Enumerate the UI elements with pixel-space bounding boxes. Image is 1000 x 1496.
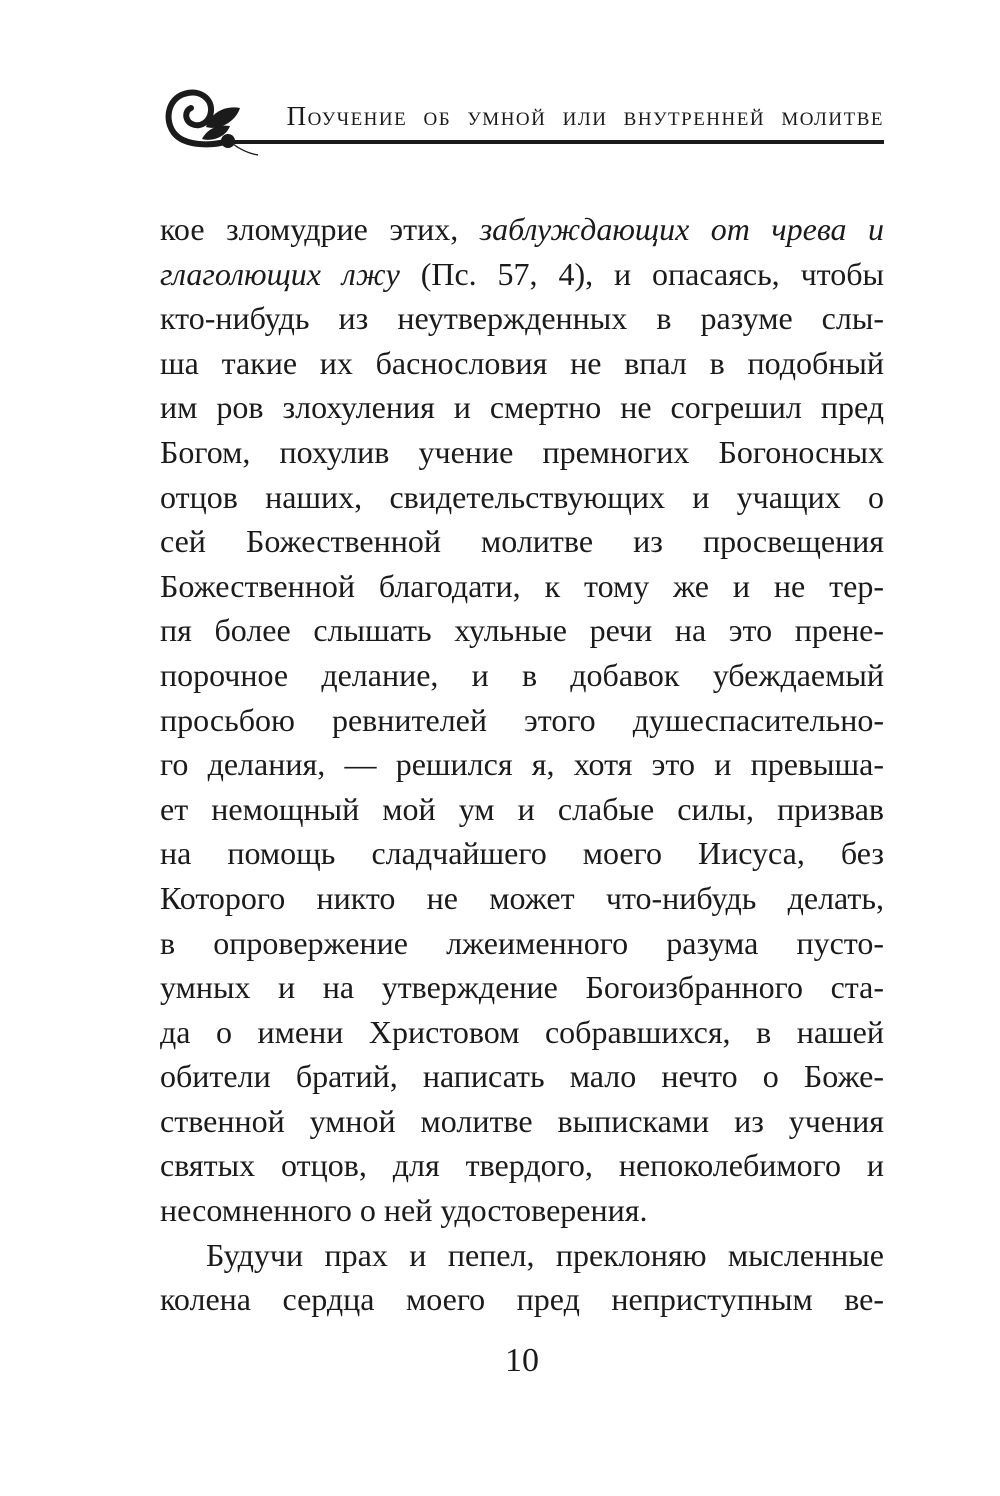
text-line (160, 787, 884, 832)
text-line (160, 385, 884, 430)
text-segment: Божественной благодати, к тому же и не тер- (160, 567, 884, 604)
text-segment: святых отцов, для твердого, непоколебимого и (160, 1147, 884, 1184)
text-segment: на помощь сладчайшего моего Иисуса, без (160, 835, 884, 872)
page-number: 10 (505, 1342, 539, 1379)
italic-text-segment: заблуждающих от чрева и (479, 211, 885, 247)
text-segment: обители братий, написать мало нечто о Боже- (160, 1058, 884, 1095)
text-line (160, 921, 884, 966)
text-segment: колена сердца моего пред неприступным ве- (160, 1281, 884, 1318)
text-line (160, 296, 884, 341)
text-line (160, 1233, 884, 1278)
text-segment: (Пс. 57, 4), и опасаясь, чтобы (399, 255, 885, 292)
text-line (160, 1143, 884, 1188)
text-segment: просьбою ревнителей этого душеспасительно- (160, 701, 884, 738)
text-line (160, 564, 884, 609)
text-line (160, 1010, 884, 1055)
text-segment: го делания, — решился я, хотя это и превыша- (160, 746, 884, 783)
text-segment: Которого никто не может что-нибудь делать, (160, 879, 884, 916)
text-line (160, 653, 884, 698)
text-segment: в опровержение лжеименного разума пусто- (160, 924, 884, 961)
text-line (160, 1188, 884, 1233)
text-segment: Будучи прах и пепел, преклоняю мысленные (206, 1236, 884, 1273)
text-segment: порочное делание, и в добавок убеждаемый (160, 656, 884, 693)
running-head-rule (232, 140, 884, 144)
text-segment: ет немощный мой ум и слабые силы, призвав (160, 790, 884, 827)
text-line (160, 831, 884, 876)
text-line (160, 876, 884, 921)
text-segment: да о имени Христовом собравшихся, в нашей (160, 1013, 884, 1050)
text-line (160, 207, 884, 252)
text-segment: несомненного о ней удостоверения. (160, 1192, 648, 1229)
text-segment: им ров злохуления и смертно не согрешил пред (160, 389, 884, 426)
text-segment: ственной умной молитве выписками из учения (160, 1102, 884, 1139)
text-segment: пя более слышать хульные речи на это прене- (160, 612, 884, 649)
italic-text-segment: глаголющих лжу (160, 255, 400, 292)
running-head-title: Поучение об умной или внутренней молитве (286, 101, 884, 131)
body-text (160, 207, 884, 1322)
text-segment: сей Божественной молитве из просвещения (160, 523, 884, 560)
text-line (160, 1054, 884, 1099)
text-line (160, 252, 884, 297)
text-line (160, 519, 884, 564)
running-head (0, 0, 1000, 170)
text-segment: кто-нибудь из неутвержденных в разуме слы- (160, 300, 884, 337)
text-line (160, 742, 884, 787)
text-line (160, 1277, 884, 1322)
text-segment: умных и на утверждение Богоизбранного ста- (160, 969, 884, 1006)
text-segment: кое зломудрие этих, (160, 211, 480, 247)
text-line (160, 698, 884, 743)
floral-swirl-ornament-icon (138, 83, 298, 188)
text-segment: ша такие их баснословия не впал в подобный (160, 344, 884, 381)
text-line (160, 430, 884, 475)
text-segment: Богом, похулив учение премногих Богоносных (160, 433, 884, 470)
text-line (160, 608, 884, 653)
text-line (160, 1099, 884, 1144)
text-line (160, 341, 884, 386)
text-line (160, 965, 884, 1010)
text-segment: отцов наших, свидетельствующих и учащих о (160, 478, 884, 515)
text-line (160, 475, 884, 520)
